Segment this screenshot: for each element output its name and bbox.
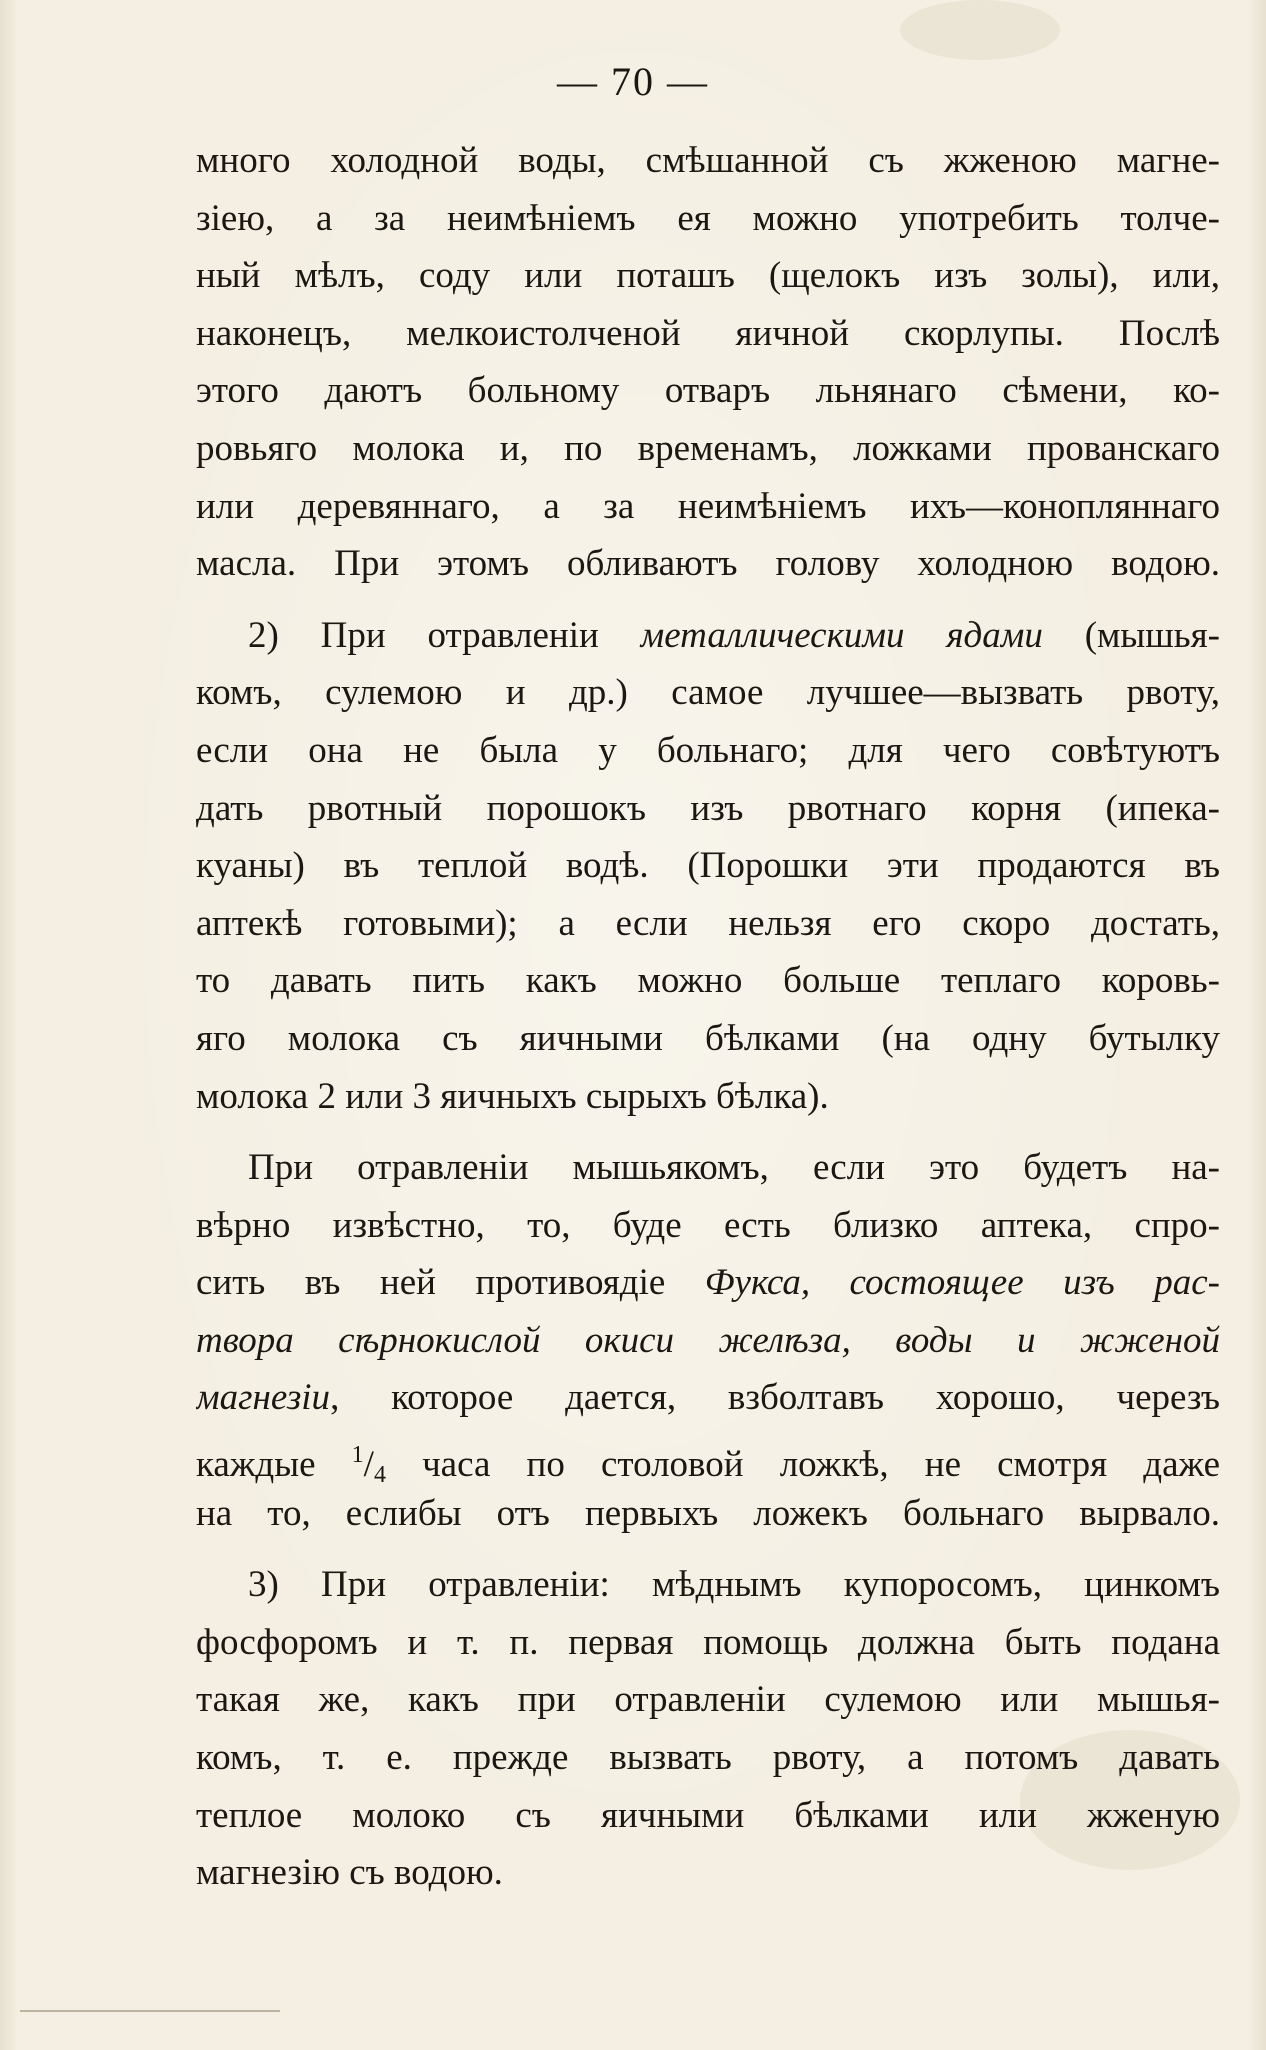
text-line: вѣрно извѣстно, то, буде есть близко аптека, спро- [196, 1204, 1220, 1246]
text-run: часа по столовой ложкѣ, не смотря даже [385, 1444, 1220, 1485]
text-run: , которое дается, взболтавъ хорошо, черезъ [330, 1377, 1220, 1419]
text-line: комъ, т. е. прежде вызвать рвоту, а потомъ давать [196, 1737, 1220, 1779]
text-line: ровьяго молока и, по временамъ, ложками прованскаго [196, 427, 1220, 469]
text-line: на то, еслибы отъ первыхъ ложекъ больнаго вырвало. [196, 1492, 1220, 1534]
text-line: то давать пить какъ можно больше теплаго коровь- [196, 960, 1220, 1002]
text-line: если она не была у больнаго; для чего совѣтуютъ [196, 729, 1220, 771]
paragraph-4 [196, 1556, 1220, 1902]
text-line: или деревяннаго, а за неимѣнiемъ ихъ—конопляннаго [196, 485, 1220, 527]
text-line: много холодной воды, смѣшанной съ жженою магне- [196, 140, 1220, 181]
text-line: молока 2 или 3 яичныхъ сырыхъ бѣлка). [196, 1075, 829, 1117]
paragraph-2 [196, 607, 1220, 1125]
text-line: теплое молоко съ яичными бѣлками или жженую [196, 1794, 1220, 1836]
text-line [196, 607, 1220, 665]
text-run: каждые [196, 1444, 352, 1485]
text-run: 2) При отравленiи [248, 614, 641, 656]
text-line: 3) При отравленiи: мѣднымъ купоросомъ, цинкомъ [248, 1564, 1220, 1606]
text-line [196, 1427, 1220, 1485]
text-line: наконецъ, мелкоистолченой яичной скорлупы. Послѣ [196, 312, 1220, 354]
italic-term: Фукса, состоящее изъ рас- [704, 1262, 1220, 1304]
text-run: сить въ ней противоядiе [196, 1262, 705, 1304]
text-line: комъ, сулемою и др.) самое лучшее—вызвать рвоту, [196, 672, 1220, 714]
text-line [196, 1254, 1220, 1312]
text-line: ный мѣлъ, соду или поташъ (щелокъ изъ золы), или, [196, 255, 1220, 297]
paper-stain [900, 0, 1060, 60]
italic-term: металлическими ядами [640, 614, 1043, 656]
text-line: твора сѣрнокислой окиси желѣза, воды и жженой [196, 1319, 1220, 1361]
fraction-denominator: 4 [373, 1462, 386, 1485]
fraction-numerator: 1 [351, 1442, 364, 1469]
text-line: дать рвотный порошокъ изъ рвотнаго корня (ипека- [196, 787, 1220, 829]
fraction [352, 1444, 386, 1485]
paragraph-1 [196, 132, 1220, 593]
text-line: этого даютъ больному отваръ льнянаго сѣмени, ко- [196, 370, 1220, 412]
fraction-slash: / [363, 1444, 374, 1485]
text-body [196, 132, 1220, 1902]
text-line: При отравленiи мышьякомъ, если это будетъ на- [248, 1147, 1220, 1189]
text-line: фосфоромъ и т. п. первая помощь должна быть подана [196, 1621, 1220, 1663]
text-line [196, 1369, 1220, 1427]
text-line: зiею, а за неимѣнiемъ ея можно употребить толче- [196, 197, 1220, 239]
text-line: куаны) въ теплой водѣ. (Порошки эти продаются въ [196, 845, 1220, 887]
text-line: такая же, какъ при отравленiи сулемою или мышья- [196, 1679, 1220, 1721]
text-line: магнезiю съ водою. [196, 1852, 503, 1894]
edge-mark [20, 2010, 280, 2012]
text-run: (мышья- [1042, 614, 1220, 656]
paragraph-3 [196, 1139, 1220, 1542]
page-number: — 70 — [557, 59, 709, 104]
italic-term: магнезiи [196, 1377, 331, 1419]
text-line: масла. При этомъ обливаютъ голову холодною водою. [196, 543, 1220, 585]
text-line: яго молока съ яичными бѣлками (на одну бутылку [196, 1017, 1220, 1059]
text-line: аптекѣ готовыми); а если нельзя его скоро достать, [196, 902, 1220, 944]
